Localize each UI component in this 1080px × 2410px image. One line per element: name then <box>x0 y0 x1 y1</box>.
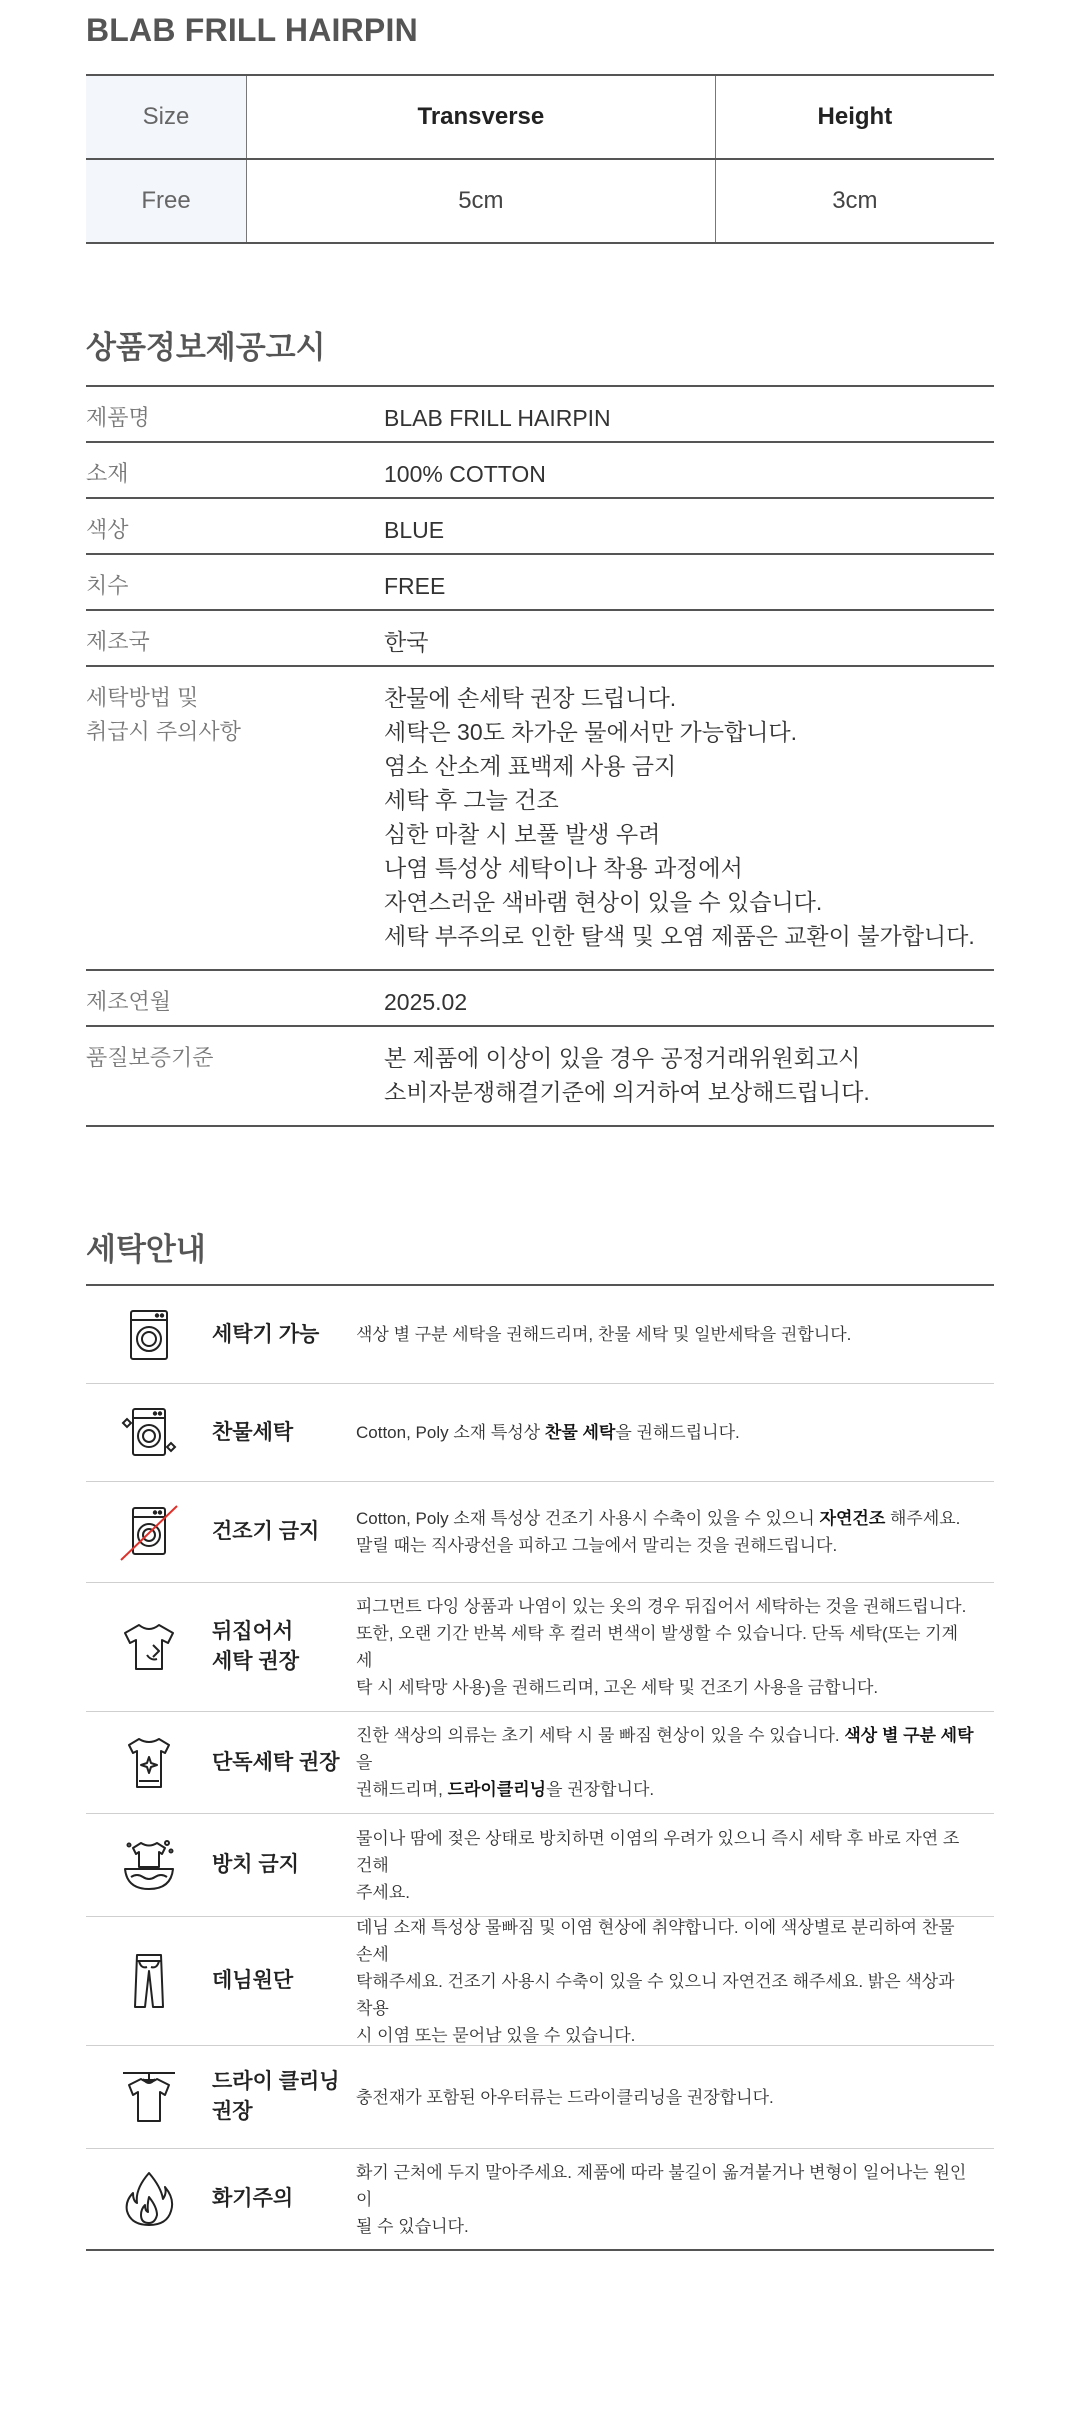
wash-guide-table <box>86 1284 994 2251</box>
wash-desc: 충전재가 포함된 아우터류는 드라이클리닝을 권장합니다. <box>356 2087 774 2107</box>
care-line: 세탁 후 그늘 건조 <box>384 787 559 813</box>
desc-emphasis: 색상 별 구분 세탁 <box>844 1726 974 1745</box>
desc-line: 될 수 있습니다. <box>356 2216 469 2236</box>
wash-name: 세탁기 가능 <box>212 1322 320 1346</box>
wash-row <box>86 1583 994 1712</box>
desc-line: 물이나 땀에 젖은 상태로 방치하면 이염의 우려가 있으니 즉시 세탁 후 바로 자연 조건해 <box>356 1828 960 1875</box>
desc-line: 시 이염 또는 묻어남 있을 수 있습니다. <box>356 2025 636 2045</box>
notice-label: 소재 <box>86 461 129 486</box>
care-line: 심한 마찰 시 보풀 발생 우려 <box>384 821 661 847</box>
desc-line: 탁 시 세탁망 사용)을 권해드리며, 고온 세탁 및 건조기 사용을 금합니다. <box>356 1678 879 1697</box>
size-header-transverse: Transverse <box>247 75 716 159</box>
notice-label: 제조연월 <box>86 989 172 1014</box>
soaking-basin-icon <box>86 1833 212 1897</box>
desc-text: 진한 색상의 의류는 초기 세탁 시 물 빠짐 현상이 있을 수 있습니다. <box>356 1726 845 1745</box>
desc-text: 을 권장합니다. <box>546 1780 655 1799</box>
wash-desc <box>356 1914 994 2049</box>
wash-desc: 색상 별 구분 세탁을 권해드리며, 찬물 세탁 및 일반세탁을 권합니다. <box>356 1325 852 1344</box>
desc-text: 해주세요. <box>885 1509 961 1528</box>
name-line: 세탁 권장 <box>212 1650 299 1673</box>
notice-row <box>86 443 994 499</box>
wash-desc <box>356 1505 994 1559</box>
notice-row <box>86 611 994 667</box>
notice-value <box>384 1027 994 1125</box>
notice-row-quality <box>86 1027 994 1127</box>
size-table-row <box>86 159 994 243</box>
desc-line: 말릴 때는 직사광선을 피하고 그늘에서 말리는 것을 권해드립니다. <box>356 1536 838 1555</box>
desc-line: 데님 소재 특성상 물빠짐 및 이염 현상에 취약합니다. 이에 색상별로 분리하여 찬물 손세 <box>356 1917 955 1964</box>
care-line: 염소 산소계 표백제 사용 금지 <box>384 753 677 779</box>
wash-row <box>86 1814 994 1917</box>
separate-wash-shirt-icon <box>86 1731 212 1795</box>
care-line: 세탁은 30도 차가운 물에서만 가능합니다. <box>384 719 798 745</box>
notice-label: 치수 <box>86 573 129 598</box>
notice-row <box>86 387 994 443</box>
notice-value: 2025.02 <box>384 989 468 1015</box>
size-header-height: Height <box>715 75 994 159</box>
wash-guide-title: 세탁안내 <box>86 1232 206 1267</box>
desc-line: 화기 근처에 두지 말아주세요. 제품에 따라 불길이 옮겨붙거나 변형이 일어나는 원인이 <box>356 2162 967 2209</box>
notice-value: BLAB FRILL HAIRPIN <box>384 405 611 431</box>
wash-row <box>86 1482 994 1583</box>
flame-icon <box>86 2167 212 2231</box>
inside-out-shirt-icon <box>86 1615 212 1679</box>
notice-value: 100% COTTON <box>384 461 546 487</box>
desc-text: Cotton, Poly 소재 특성상 건조기 사용시 수축이 있을 수 있으니 <box>356 1509 820 1528</box>
desc-line: 주세요. <box>356 1882 410 1902</box>
notice-label: 제품명 <box>86 405 150 430</box>
wash-row <box>86 2046 994 2149</box>
notice-value <box>384 667 994 969</box>
notice-label: 품질보증기준 <box>86 1045 214 1070</box>
wash-row <box>86 1286 994 1384</box>
wash-name: 찬물세탁 <box>212 1420 294 1444</box>
wash-row <box>86 1712 994 1814</box>
wash-name: 화기주의 <box>212 2187 294 2210</box>
care-line: 세탁 부주의로 인한 탈색 및 오염 제품은 교환이 불가합니다. <box>384 923 975 949</box>
desc-line: 피그먼트 다잉 상품과 나염이 있는 옷의 경우 뒤집어서 세탁하는 것을 권해드립니다. <box>356 1597 967 1616</box>
name-line: 드라이 클리닝 <box>212 2070 340 2093</box>
desc-line <box>356 1722 974 1776</box>
size-row-height: 3cm <box>715 159 994 243</box>
notice-value: BLUE <box>384 517 445 543</box>
notice-table <box>86 385 994 1127</box>
wash-desc <box>356 1825 994 1906</box>
notice-value: 한국 <box>384 629 429 655</box>
name-line: 권장 <box>212 2100 253 2123</box>
wash-row <box>86 1917 994 2046</box>
wash-row <box>86 2149 994 2249</box>
size-row-label: Free <box>86 159 247 243</box>
washing-machine-icon <box>86 1303 212 1367</box>
notice-title: 상품정보제공고시 <box>86 330 326 365</box>
desc-line <box>356 1776 974 1803</box>
size-header-label: Size <box>86 75 247 159</box>
wash-name <box>212 2067 356 2127</box>
notice-label <box>86 667 384 969</box>
wash-desc <box>356 1722 994 1803</box>
desc-text: 을 권해드립니다. <box>615 1423 740 1442</box>
desc-emphasis: 자연건조 <box>819 1509 886 1528</box>
desc-emphasis: 드라이클리닝 <box>447 1780 547 1799</box>
size-row-transverse: 5cm <box>247 159 716 243</box>
wash-name: 건조기 금지 <box>212 1520 320 1543</box>
notice-row <box>86 555 994 611</box>
size-table-header <box>86 75 994 159</box>
wash-name <box>212 1617 356 1677</box>
desc-line: 탁해주세요. 건조기 사용시 수축이 있을 수 있으니 자연건조 해주세요. 밝은 색상과 착용 <box>356 1971 955 2018</box>
product-title: BLAB FRILL HAIRPIN <box>86 12 418 48</box>
wash-desc <box>356 1419 994 1446</box>
care-label-line: 세탁방법 및 <box>86 685 199 710</box>
quality-line: 본 제품에 이상이 있을 경우 공정거래위원회고시 <box>384 1045 861 1071</box>
notice-label: 제조국 <box>86 629 150 654</box>
desc-text: 을 <box>356 1753 373 1772</box>
notice-label: 색상 <box>86 517 129 542</box>
wash-row <box>86 1384 994 1482</box>
desc-emphasis: 찬물 세탁 <box>544 1423 616 1442</box>
hanger-shirt-icon <box>86 2065 212 2129</box>
care-line: 나염 특성상 세탁이나 착용 과정에서 <box>384 855 743 881</box>
wash-name: 방치 금지 <box>212 1853 299 1876</box>
size-table <box>86 74 994 244</box>
wash-desc <box>356 2159 994 2240</box>
notice-row <box>86 971 994 1027</box>
desc-line <box>356 1505 974 1532</box>
notice-value: FREE <box>384 573 446 599</box>
desc-text: 권해드리며, <box>356 1780 448 1799</box>
care-label-line: 취급시 주의사항 <box>86 719 241 744</box>
jeans-icon <box>86 1949 212 2013</box>
desc-text: Cotton, Poly 소재 특성상 <box>356 1423 545 1442</box>
notice-row <box>86 499 994 555</box>
desc-line: 또한, 오랜 기간 반복 세탁 후 컬러 변색이 발생할 수 있습니다. 단독 세탁(또는 기계세 <box>356 1624 959 1670</box>
notice-row-care <box>86 667 994 971</box>
care-line: 찬물에 손세탁 권장 드립니다. <box>384 685 677 711</box>
quality-line: 소비자분쟁해결기준에 의거하여 보상해드립니다. <box>384 1079 870 1105</box>
wash-name: 단독세탁 권장 <box>212 1750 340 1774</box>
wash-name: 데님원단 <box>212 1969 294 1992</box>
no-dryer-icon <box>86 1500 212 1564</box>
wash-desc <box>356 1593 994 1701</box>
cold-wash-icon <box>86 1401 212 1465</box>
name-line: 뒤집어서 <box>212 1620 294 1643</box>
care-line: 자연스러운 색바램 현상이 있을 수 있습니다. <box>384 889 823 915</box>
